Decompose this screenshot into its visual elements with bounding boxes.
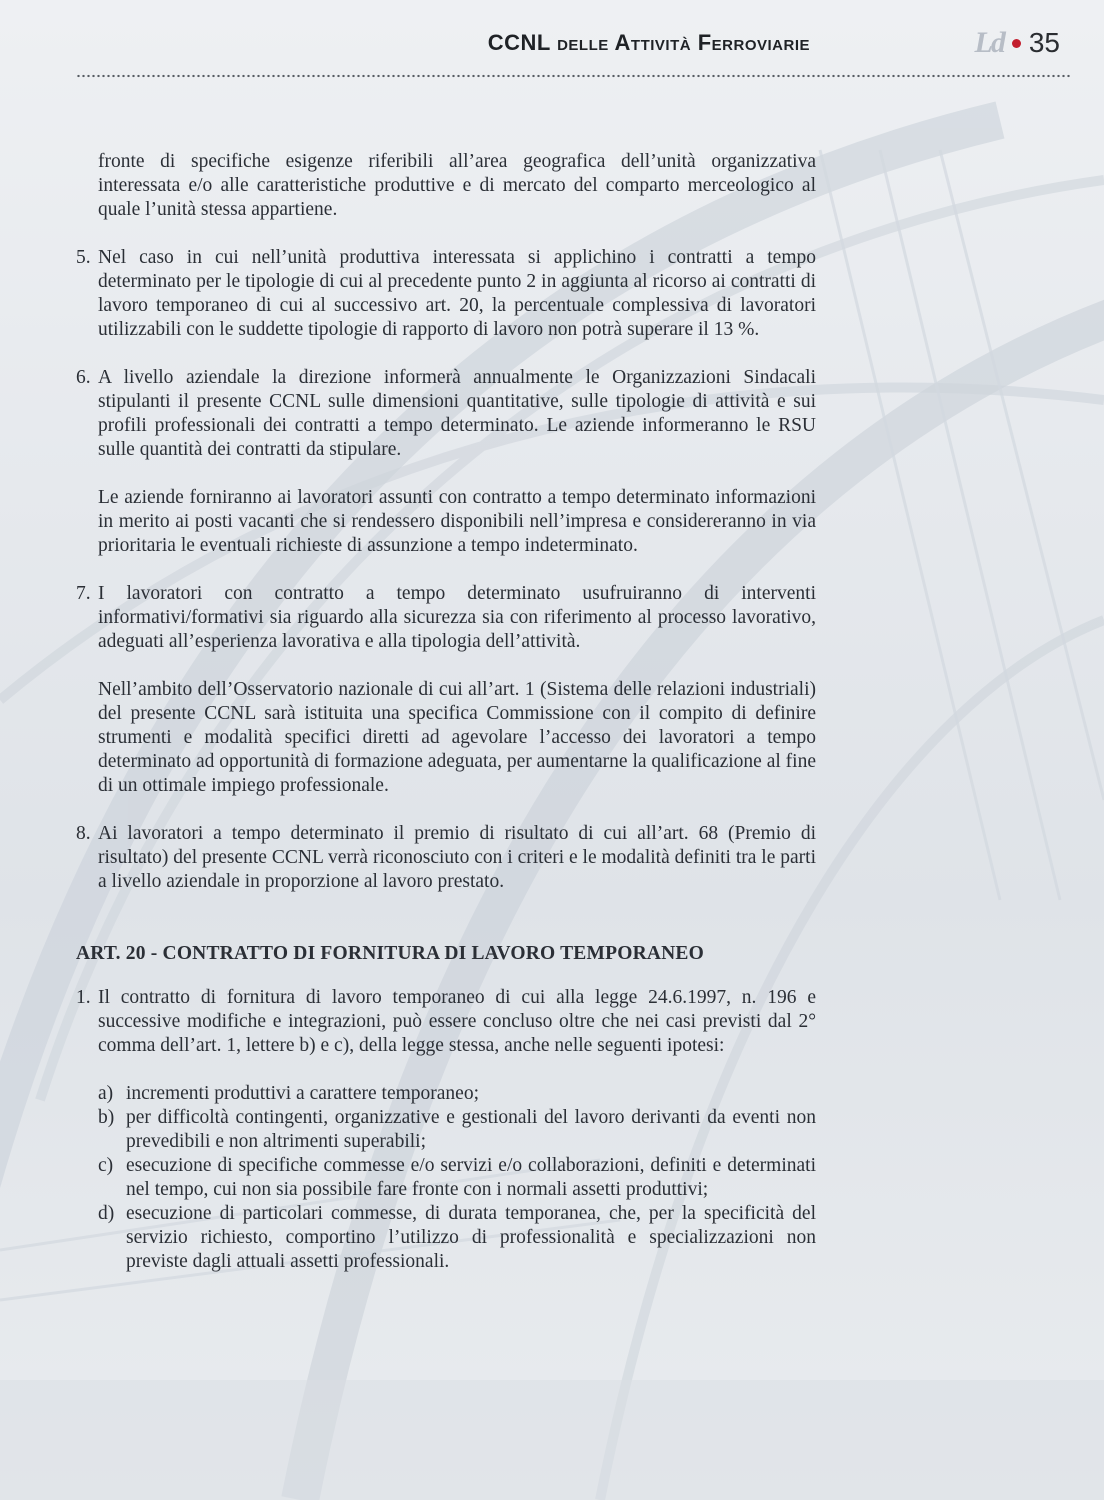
list-item bbox=[76, 1106, 816, 1154]
publication-logo: Ld bbox=[974, 26, 1004, 59]
list-text: incrementi produttivi a carattere temporaneo; bbox=[126, 1083, 480, 1104]
list-item bbox=[76, 1082, 816, 1106]
point-text: I lavoratori con contratto a tempo determinato usufruiranno di interventi informativi/formativi sia riguardo alla sicurezza sia con riferimento al processo lavorativo, adeguati all’esperienza lavorativa e alla tipologia dell’attività. bbox=[98, 583, 816, 652]
point-text: Le aziende forniranno ai lavoratori assunti con contratto a tempo determinato informazioni in merito ai posti vacanti che si rendessero disponibili nell’impresa e considereranno in via prioritaria le eventuali richieste di assunzione a tempo indeterminato. bbox=[98, 487, 816, 556]
point-text: Il contratto di fornitura di lavoro temporaneo di cui alla legge 24.6.1997, n. 196 e successive modifiche e integrazioni, può essere concluso oltre che nei casi previsti dal 2° comma dell’art. 1, lettere b) e c), della legge stessa, anche nelle seguenti ipotesi: bbox=[98, 987, 816, 1056]
list-item bbox=[76, 1202, 816, 1274]
point-8 bbox=[76, 822, 816, 894]
list-letter: b) bbox=[98, 1107, 115, 1128]
dotted-rule bbox=[76, 74, 1072, 78]
header-right bbox=[975, 26, 1060, 60]
point-text: Nell’ambito dell’Osservatorio nazionale di cui all’art. 1 (Sistema delle relazioni industriali) del presente CCNL sarà istituita una specifica Commissione con il compito di definire strumenti e modalità specifici diretti ad agevolare l’accesso dei lavoratori a tempo determinato ad opportunità di formazione adeguata, per aumentarne la qualificazione al fine di un ottimale impiego professionale. bbox=[98, 679, 816, 796]
point-text: Nel caso in cui nell’unità produttiva interessata si applichino i contratti a tempo determinato per le tipologie di cui al precedente punto 2 in aggiunta al ricorso ai contratti di lavoro temporaneo di cui al successivo art. 20, la percentuale complessiva di lavoratori utilizzabili con le suddette tipologie di rapporto di lavoro non potrà superare il 13 %. bbox=[98, 247, 816, 340]
point-number: 6. bbox=[76, 367, 91, 388]
list-text: esecuzione di specifiche commesse e/o servizi e/o collaborazioni, definiti e determinati nel tempo, cui non sia possibile fare fronte con i normali assetti produttivi; bbox=[126, 1155, 816, 1200]
article-heading: ART. 20 - CONTRATTO DI FORNITURA DI LAVORO TEMPORANEO bbox=[76, 943, 704, 964]
point-number: 7. bbox=[76, 583, 91, 604]
point-6-paragraph-2 bbox=[76, 486, 816, 558]
running-title: CCNL delle Attività Ferroviarie bbox=[487, 30, 810, 55]
list-letter: c) bbox=[98, 1155, 114, 1176]
point-text: A livello aziendale la direzione informerà annualmente le Organizzazioni Sindacali stipulanti il presente CCNL sulle dimensioni quantitative, sulle tipologie di attività e sui profili professionali dei contratti a tempo determinato. Le aziende informeranno le RSU sulle quantità dei contratti da stipulare. bbox=[98, 367, 816, 460]
point-7-paragraph-2 bbox=[76, 678, 816, 798]
article-body bbox=[76, 150, 816, 1274]
point-number: 8. bbox=[76, 823, 91, 844]
list-text: per difficoltà contingenti, organizzative e gestionali del lavoro derivanti da eventi non prevedibili e non altrimenti superabili; bbox=[126, 1107, 816, 1152]
point-number bbox=[76, 486, 98, 558]
point-text: Ai lavoratori a tempo determinato il premio di risultato di cui all’art. 68 (Premio di risultato) del presente CCNL verrà riconosciuto con i criteri e le modalità definiti tra le parti a livello aziendale in proporzione al lavoro prestato. bbox=[98, 823, 816, 892]
article-point-1 bbox=[76, 986, 816, 1058]
point-5 bbox=[76, 246, 816, 342]
point-number bbox=[76, 678, 98, 798]
list-letter: a) bbox=[98, 1083, 114, 1104]
point-number: 1. bbox=[76, 987, 91, 1008]
page-number: 35 bbox=[1028, 27, 1060, 58]
intro-paragraph: fronte di specifiche esigenze riferibili all’area geografica dell’unità organizzativa interessata e/o alle caratteristiche produttive e di mercato del comparto merceologico al quale l’unità stessa appartiene. bbox=[98, 151, 816, 220]
page-header bbox=[70, 26, 1070, 74]
red-dot-icon bbox=[1012, 39, 1021, 48]
list-text: esecuzione di particolari commesse, di durata temporanea, che, per la specificità del servizio richiesto, comportino l’utilizzo di professionalità e specializzazioni non previste dagli attuali assetti professionali. bbox=[126, 1203, 816, 1272]
list-item bbox=[76, 1154, 816, 1202]
point-6 bbox=[76, 366, 816, 462]
point-number: 5. bbox=[76, 247, 91, 268]
point-7 bbox=[76, 582, 816, 654]
list-letter: d) bbox=[98, 1203, 115, 1224]
